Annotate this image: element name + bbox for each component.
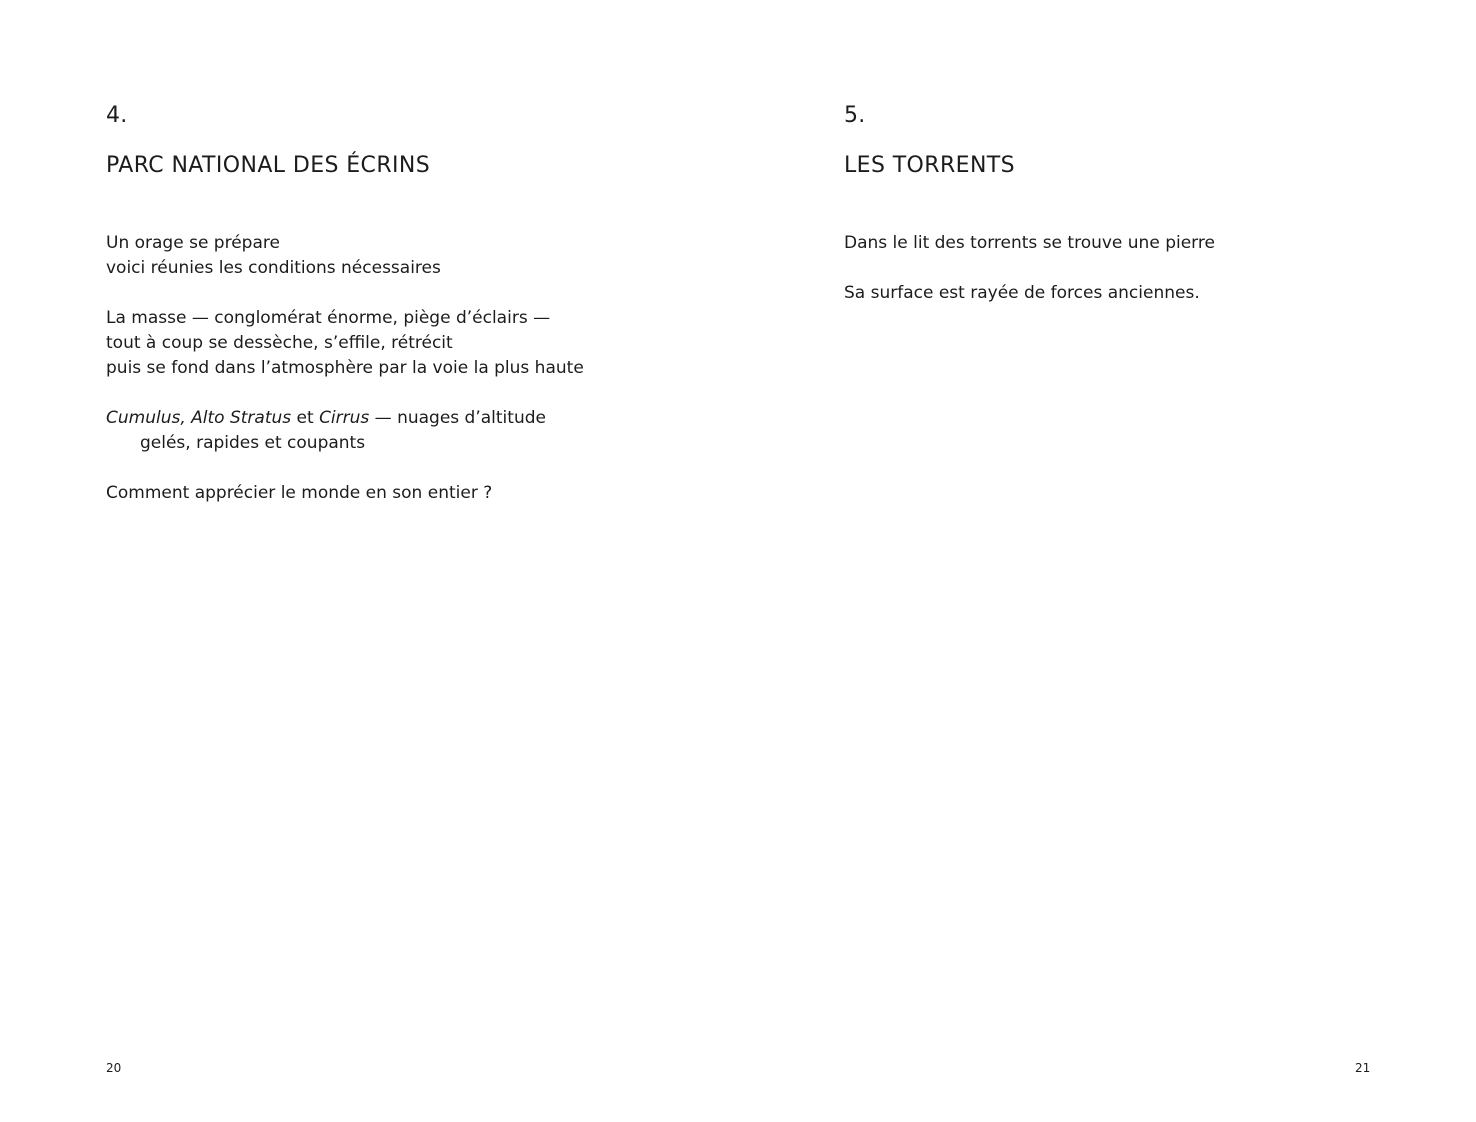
poem-line: puis se fond dans l’atmosphère par la voie la plus haute [106,358,584,378]
left-page [106,0,706,1122]
poem-line: Sa surface est rayée de forces anciennes. [844,283,1200,303]
poem-line: La masse — conglomérat énorme, piège d’éclairs — [106,308,551,328]
poem-number: 4. [106,103,128,128]
poem-number: 5. [844,103,866,128]
poem-body [106,231,584,506]
line-rest: — nuages d’altitude [369,408,546,428]
poem-title: LES TORRENTS [844,153,1016,178]
stanza-break [106,281,584,306]
poem-line-indented: gelés, rapides et coupants [140,433,366,453]
poem-line: Dans le lit des torrents se trouve une pierre [844,233,1215,253]
stanza-break [106,381,584,406]
page-number-left: 20 [106,1061,122,1075]
poem-line: voici réunies les conditions nécessaires [106,258,441,278]
stanza-break [844,256,1215,281]
cloud-name-italic: Cirrus [319,408,370,428]
poem-line: tout à coup se dessèche, s’effile, rétrécit [106,333,453,353]
page-number-right: 21 [1355,1061,1371,1075]
poem-line: Comment apprécier le monde en son entier ? [106,483,493,503]
connector-text: et [291,408,320,428]
cloud-names-italic: Cumulus, Alto Stratus [106,408,292,428]
poem-line: Un orage se prépare [106,233,280,253]
poem-title: PARC NATIONAL DES ÉCRINS [106,153,431,178]
right-page [844,0,1444,1122]
stanza-break [106,456,584,481]
poem-body [844,231,1215,306]
poem-line [106,406,584,431]
